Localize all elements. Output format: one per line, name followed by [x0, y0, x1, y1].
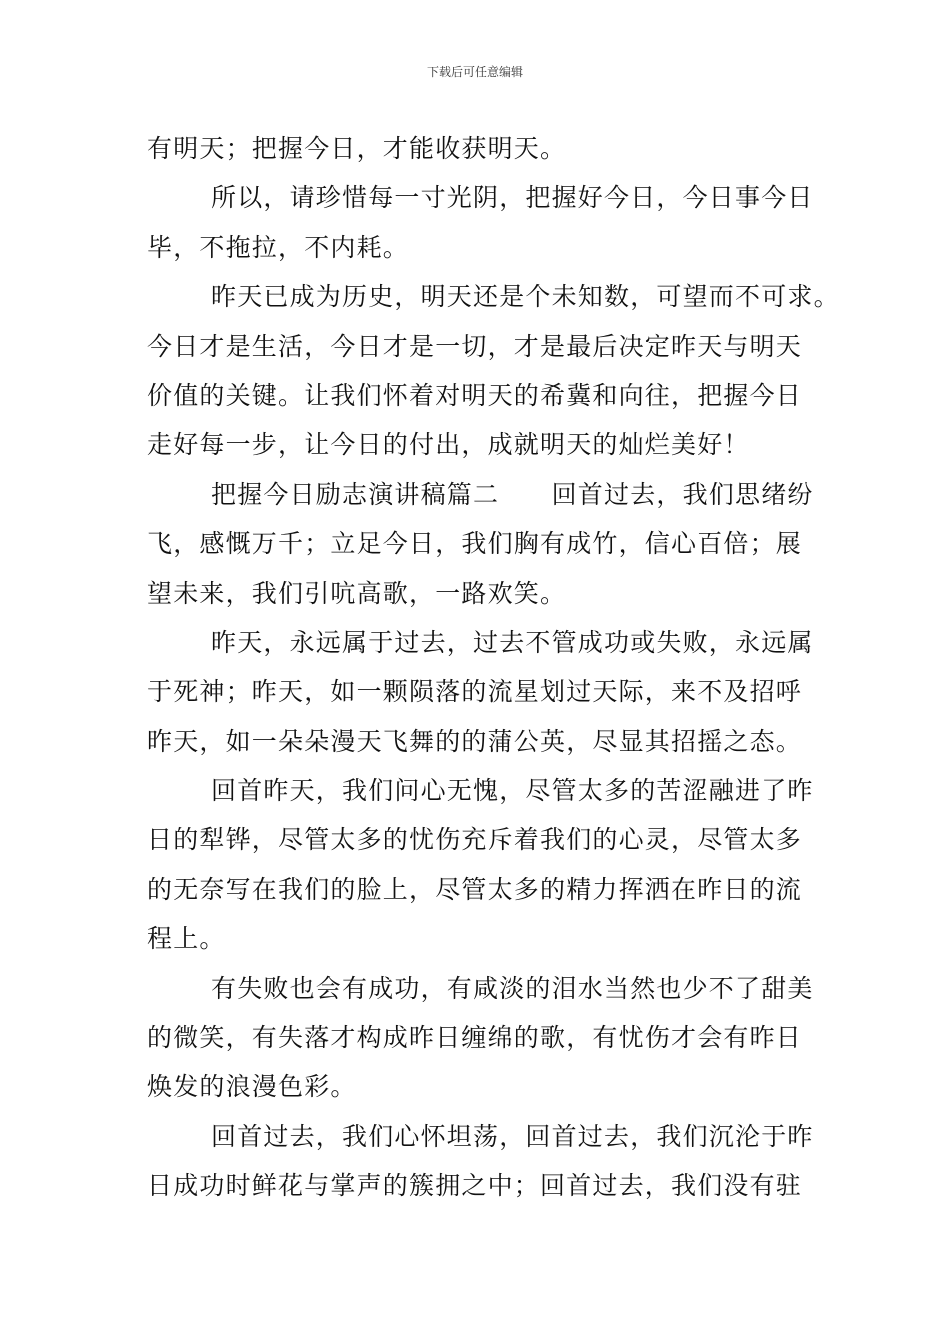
text-line: 毕，不拖拉，不内耗。 [147, 232, 410, 262]
text-line: 飞，感慨万千；立足今日，我们胸有成竹，信心百倍；展 [147, 529, 803, 559]
text-line: 焕发的浪漫色彩。 [147, 1072, 357, 1102]
text-line: 走好每一步，让今日的付出，成就明天的灿烂美好！ [147, 430, 750, 460]
page-header: 下载后可任意编辑 [426, 65, 523, 79]
document-body [147, 124, 840, 1211]
text-line: 的微笑，有失落才构成昨日缠绵的歌，有忧伤才会有昨日 [147, 1023, 803, 1053]
text-line: 日的犁铧，尽管太多的忧伤充斥着我们的心灵，尽管太多 [147, 825, 803, 855]
paragraph-start-line: 回首过去，我们心怀坦荡，回首过去，我们沉沦于昨 [211, 1121, 814, 1151]
paragraph-start-line: 昨天，永远属于过去，过去不管成功或失败，永远属 [211, 627, 814, 657]
text-line: 望未来，我们引吭高歌，一路欢笑。 [147, 578, 567, 608]
text-line: 程上。 [147, 924, 226, 954]
section-title-line: 把握今日励志演讲稿篇二 回首过去，我们思绪纷 [211, 479, 814, 509]
paragraph-start-line: 回首昨天，我们问心无愧，尽管太多的苦涩融进了昨 [211, 776, 814, 806]
text-line: 日成功时鲜花与掌声的簇拥之中；回首过去，我们没有驻 [147, 1171, 803, 1201]
text-line: 有明天；把握今日，才能收获明天。 [147, 134, 567, 163]
text-line: 于死神；昨天，如一颗陨落的流星划过天际，来不及招呼 [147, 677, 803, 707]
text-line: 今日才是生活，今日才是一切，才是最后决定昨天与明天 [147, 331, 803, 361]
paragraph-start-line: 昨天已成为历史，明天还是个未知数，可望而不可求。 [211, 282, 840, 312]
paragraph-start-line: 有失败也会有成功，有咸淡的泪水当然也少不了甜美 [211, 973, 814, 1003]
paragraph-start-line: 所以，请珍惜每一寸光阴，把握好今日，今日事今日 [211, 183, 814, 213]
text-line: 昨天，如一朵朵漫天飞舞的的蒲公英，尽显其招摇之态。 [147, 726, 803, 756]
text-line: 的无奈写在我们的脸上，尽管太多的精力挥洒在昨日的流 [147, 874, 803, 904]
text-line: 价值的关键。让我们怀着对明天的希冀和向往，把握今日 [147, 380, 803, 410]
